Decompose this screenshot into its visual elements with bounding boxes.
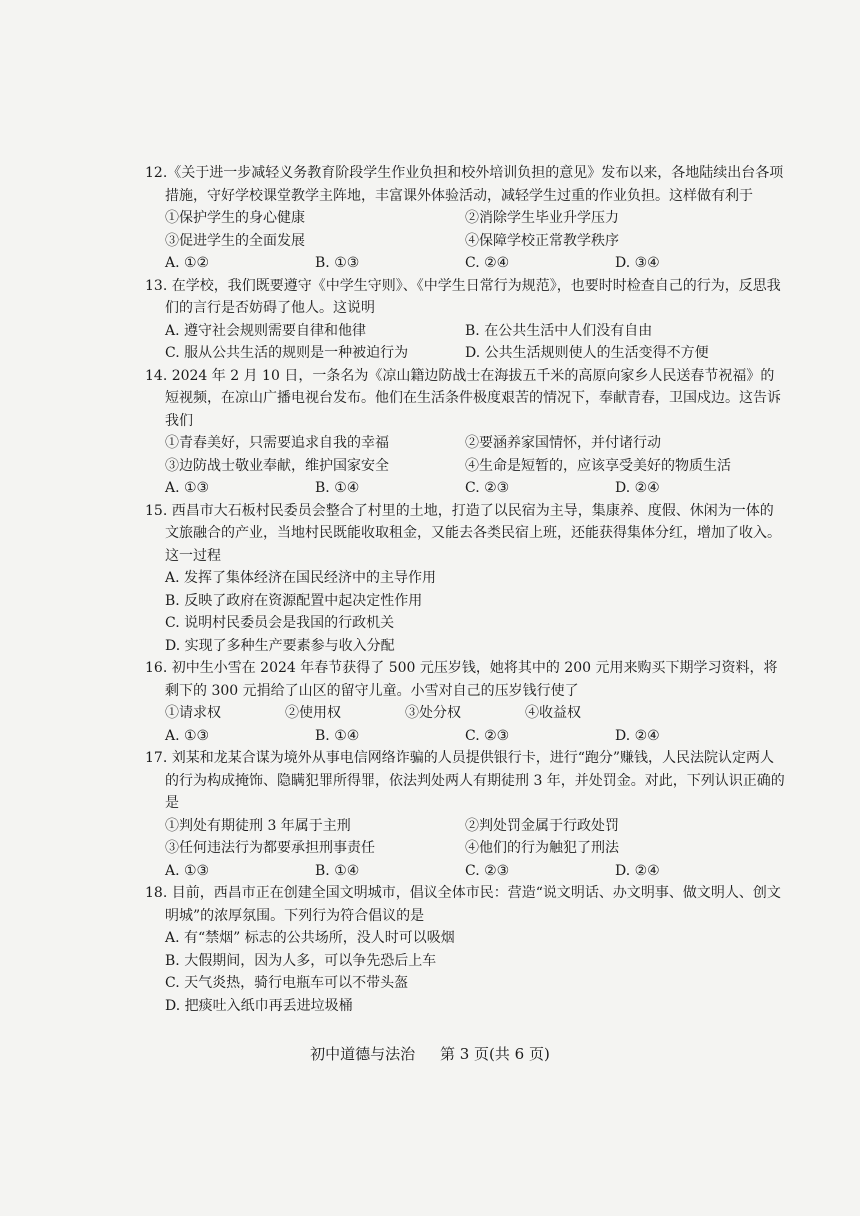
question-14 [145, 365, 785, 500]
choice-b: B. ①④ [315, 480, 360, 496]
choice-d: D. 把痰吐入纸巾再丢进垃圾桶 [165, 997, 353, 1014]
choice-d: D. 公共生活规则使人的生活变得不方便 [465, 345, 709, 361]
choice-c: C. ②③ [465, 862, 510, 879]
question-stem: 16. 初中生小雪在 2024 年春节获得了 500 元压岁钱，她将其中的 200 元用来购买下期学习资料，将剩下的 300 元捐给了山区的留守儿童。小雪对自己的压岁钱行使了 [145, 660, 778, 699]
question-list [145, 162, 785, 1017]
footer-subject: 初中道德与法治 [310, 1045, 416, 1063]
footer-page-number: 第 3 页(共 6 页) [439, 1045, 550, 1063]
choice-b: B. 大假期间，因为人多，可以争先恐后上车 [165, 952, 437, 969]
statement: ②消除学生毕业升学压力 [465, 210, 619, 226]
choice-d: D. ②④ [615, 862, 660, 879]
choice-b: B. ①④ [315, 862, 360, 879]
statement: ②使用权 [285, 705, 341, 721]
question-stem: 15. 西昌市大石板村民委员会整合了村里的土地，打造了以民宿为主导，集康养、度假、休闲为一体的文旅融合的产业，当地村民既能收取租金，又能去各类民宿上班，还能获得集体分红，增加了收入。这一过程 [145, 502, 781, 564]
statement: ①判处有期徒刑 3 年属于主刑 [165, 817, 351, 834]
question-17 [145, 747, 785, 882]
choice-a: A. ①② [165, 255, 210, 271]
choice-c: C. 天气炎热，骑行电瓶车可以不带头盔 [165, 975, 409, 991]
statement: ④生命是短暂的，应该享受美好的物质生活 [465, 457, 731, 474]
statement: ②判处罚金属于行政处罚 [465, 817, 619, 834]
choice-d: D. ③④ [615, 255, 660, 271]
choice-d: D. ②④ [615, 727, 660, 744]
choice-b: B. ①④ [315, 727, 360, 744]
choice-a: A. ①③ [165, 727, 210, 744]
question-15 [145, 500, 785, 658]
question-stem: 14. 2024 年 2 月 10 日，一条名为《凉山籍边防战士在海拔五千米的高原向家乡人民送春节祝福》的短视频，在凉山广播电视台发布。他们在生活条件极度艰苦的情况下，奉献青春，卫国戍边。这告诉我们 [145, 367, 781, 429]
choice-c: C. 说明村民委员会是我国的行政机关 [165, 615, 395, 631]
choice-a: A. 遵守社会规则需要自律和他律 [165, 322, 367, 339]
choice-c: C. ②④ [465, 255, 510, 271]
choice-a: A. 发挥了集体经济在国民经济中的主导作用 [165, 570, 437, 586]
question-16 [145, 657, 785, 747]
statement: ①青春美好，只需要追求自我的幸福 [165, 435, 389, 451]
page-footer [0, 1043, 860, 1064]
choice-d: D. 实现了多种生产要素参与收入分配 [165, 637, 395, 654]
choice-b: B. 在公共生活中人们没有自由 [465, 322, 653, 339]
choice-a: A. 有“禁烟” 标志的公共场所，没人时可以吸烟 [165, 930, 455, 946]
choice-c: C. ②③ [465, 480, 510, 496]
statement: ④他们的行为触犯了刑法 [465, 840, 619, 856]
choice-b: B. 反映了政府在资源配置中起决定性作用 [165, 592, 423, 609]
question-stem: 12.《关于进一步减轻义务教育阶段学生作业负担和校外培训负担的意见》发布以来，各地陆续出台各项措施，守好学校课堂教学主阵地，丰富课外体验活动，减轻学生过重的作业负担。这样做有利于 [145, 165, 784, 204]
question-18 [145, 882, 785, 1017]
statement: ②要涵养家国情怀，并付诸行动 [465, 435, 661, 451]
statement: ④保障学校正常教学秩序 [465, 232, 619, 249]
choice-c: C. ②③ [465, 727, 510, 744]
question-12 [145, 162, 785, 275]
statement: ①保护学生的身心健康 [165, 210, 305, 226]
statement: ①请求权 [165, 705, 221, 721]
question-stem: 17. 刘某和龙某合谋为境外从事电信网络诈骗的人员提供银行卡，进行“跑分”赚钱，人民法院认定两人的行为构成掩饰、隐瞒犯罪所得罪，依法判处两人有期徒刑 3 年，并处罚金。对此，下列认识正确的是 [145, 750, 785, 811]
choice-c: C. 服从公共生活的规则是一种被迫行为 [165, 345, 409, 361]
statement: ③促进学生的全面发展 [165, 232, 305, 249]
statement: ③处分权 [405, 705, 461, 721]
statement: ④收益权 [525, 705, 581, 721]
choice-a: A. ①③ [165, 480, 210, 496]
question-13 [145, 275, 785, 365]
choice-a: A. ①③ [165, 862, 210, 879]
choice-b: B. ①③ [315, 255, 360, 271]
statement: ③边防战士敬业奉献，维护国家安全 [165, 457, 389, 474]
question-stem: 13. 在学校，我们既要遵守《中学生守则》、《中学生日常行为规范》，也要时时检查自己的行为，反思我们的言行是否妨碍了他人。这说明 [145, 277, 781, 316]
choice-d: D. ②④ [615, 480, 660, 496]
statement: ③任何违法行为都要承担刑事责任 [165, 840, 375, 856]
question-stem: 18. 目前，西昌市正在创建全国文明城市，倡议全体市民：营造“说文明话、办文明事、做文明人、创文明城”的浓厚氛围。下列行为符合倡议的是 [145, 885, 781, 924]
